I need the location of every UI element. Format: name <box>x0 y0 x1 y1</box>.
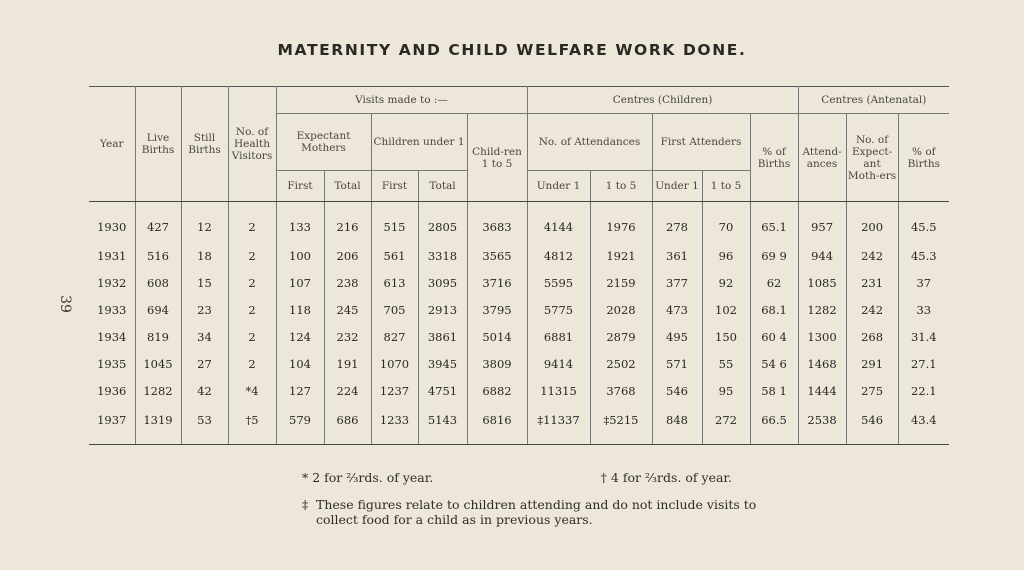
cell-expectant-first: 118 <box>276 296 324 323</box>
cell-first-attenders-1-to-5: 95 <box>702 377 750 404</box>
cell-attendances-1-to-5: ‡5215 <box>590 404 652 445</box>
cell-under1-first: 1233 <box>371 404 418 445</box>
cell-under1-total: 2805 <box>418 202 467 243</box>
col-attendances-1-to-5: 1 to 5 <box>590 171 652 202</box>
cell-pct-births-antenatal: 27.1 <box>898 350 949 377</box>
cell-live-births: 694 <box>135 296 181 323</box>
cell-still-births: 18 <box>181 242 228 269</box>
cell-expectant-total: 232 <box>324 323 371 350</box>
group-expectant-mothers: Expectant Mothers <box>276 114 371 171</box>
col-attendances-under-1: Under 1 <box>527 171 590 202</box>
cell-live-births: 819 <box>135 323 181 350</box>
cell-pct-births-antenatal: 22.1 <box>898 377 949 404</box>
cell-live-births: 516 <box>135 242 181 269</box>
cell-attendances-antenatal: 957 <box>798 202 846 243</box>
group-children-under-1: Children under 1 <box>371 114 467 171</box>
cell-attendances-1-to-5: 2879 <box>590 323 652 350</box>
cell-under1-total: 3861 <box>418 323 467 350</box>
footnote-double-dagger: These figures relate to children attending and do not include visits to collect food for a child as in previous years. <box>316 497 757 527</box>
col-expectant-total: Total <box>324 171 371 202</box>
cell-pct-births-children: 65.1 <box>750 202 798 243</box>
cell-health-visitors: 2 <box>228 202 276 243</box>
cell-expectant-mothers-count: 268 <box>846 323 898 350</box>
cell-expectant-total: 206 <box>324 242 371 269</box>
table-row <box>89 269 949 296</box>
cell-still-births: 27 <box>181 350 228 377</box>
cell-expectant-first: 133 <box>276 202 324 243</box>
cell-attendances-under-1: 9414 <box>527 350 590 377</box>
footnote-dagger: † 4 for ⅔rds. of year. <box>600 470 732 485</box>
cell-attendances-antenatal: 1468 <box>798 350 846 377</box>
cell-live-births: 1282 <box>135 377 181 404</box>
cell-expectant-mothers-count: 291 <box>846 350 898 377</box>
cell-still-births: 34 <box>181 323 228 350</box>
cell-pct-births-children: 62 <box>750 269 798 296</box>
cell-first-attenders-1-to-5: 150 <box>702 323 750 350</box>
cell-still-births: 53 <box>181 404 228 445</box>
cell-attendances-1-to-5: 2159 <box>590 269 652 296</box>
cell-still-births: 42 <box>181 377 228 404</box>
cell-pct-births-children: 69 9 <box>750 242 798 269</box>
cell-under1-first: 515 <box>371 202 418 243</box>
cell-first-attenders-under-1: 278 <box>652 202 702 243</box>
cell-under1-total: 2913 <box>418 296 467 323</box>
cell-attendances-under-1: 11315 <box>527 377 590 404</box>
cell-live-births: 427 <box>135 202 181 243</box>
cell-first-attenders-under-1: 848 <box>652 404 702 445</box>
cell-health-visitors: 2 <box>228 323 276 350</box>
cell-first-attenders-under-1: 473 <box>652 296 702 323</box>
col-under1-first: First <box>371 171 418 202</box>
cell-pct-births-children: 66.5 <box>750 404 798 445</box>
cell-attendances-antenatal: 1085 <box>798 269 846 296</box>
cell-first-attenders-1-to-5: 96 <box>702 242 750 269</box>
col-pct-births-antenatal: % of Births <box>898 114 949 202</box>
cell-pct-births-antenatal: 43.4 <box>898 404 949 445</box>
group-centres-antenatal: Centres (Antenatal) <box>798 87 949 114</box>
col-attendances-antenatal: Attend-ances <box>798 114 846 202</box>
table-row <box>89 404 949 445</box>
cell-under1-first: 613 <box>371 269 418 296</box>
cell-under1-total: 5143 <box>418 404 467 445</box>
cell-attendances-under-1: 5595 <box>527 269 590 296</box>
cell-expectant-first: 124 <box>276 323 324 350</box>
cell-first-attenders-1-to-5: 92 <box>702 269 750 296</box>
cell-expectant-total: 216 <box>324 202 371 243</box>
col-expectant-first: First <box>276 171 324 202</box>
cell-expectant-mothers-count: 275 <box>846 377 898 404</box>
col-pct-births-children: % of Births <box>750 114 798 202</box>
cell-pct-births-children: 54 6 <box>750 350 798 377</box>
cell-health-visitors: *4 <box>228 377 276 404</box>
group-first-attenders: First Attenders <box>652 114 750 171</box>
cell-year: 1937 <box>89 404 135 445</box>
cell-pct-births-antenatal: 45.3 <box>898 242 949 269</box>
cell-pct-births-antenatal: 33 <box>898 296 949 323</box>
cell-expectant-first: 107 <box>276 269 324 296</box>
cell-health-visitors: 2 <box>228 242 276 269</box>
cell-under1-first: 1237 <box>371 377 418 404</box>
cell-first-attenders-under-1: 546 <box>652 377 702 404</box>
cell-health-visitors: 2 <box>228 269 276 296</box>
cell-health-visitors: 2 <box>228 350 276 377</box>
cell-under1-first: 827 <box>371 323 418 350</box>
cell-expectant-total: 238 <box>324 269 371 296</box>
cell-attendances-under-1: ‡11337 <box>527 404 590 445</box>
cell-expectant-total: 686 <box>324 404 371 445</box>
cell-health-visitors: 2 <box>228 296 276 323</box>
cell-attendances-under-1: 6881 <box>527 323 590 350</box>
cell-expectant-total: 245 <box>324 296 371 323</box>
cell-children-1-to-5: 5014 <box>467 323 527 350</box>
col-year: Year <box>99 138 124 150</box>
col-children-1-to-5: Child-ren 1 to 5 <box>467 114 527 202</box>
footnote-star: * 2 for ⅔rds. of year. <box>302 470 434 485</box>
welfare-table-container <box>89 86 949 445</box>
cell-year: 1932 <box>97 275 127 290</box>
cell-under1-total: 3095 <box>418 269 467 296</box>
cell-pct-births-antenatal: 45.5 <box>898 202 949 243</box>
cell-attendances-antenatal: 2538 <box>798 404 846 445</box>
cell-live-births: 1045 <box>135 350 181 377</box>
welfare-table <box>89 86 949 445</box>
cell-first-attenders-1-to-5: 272 <box>702 404 750 445</box>
footnote-double-dagger-mark: ‡ <box>302 497 309 512</box>
cell-children-1-to-5: 6816 <box>467 404 527 445</box>
table-row <box>89 323 949 350</box>
cell-attendances-antenatal: 1300 <box>798 323 846 350</box>
cell-expectant-mothers-count: 200 <box>846 202 898 243</box>
cell-expectant-mothers-count: 546 <box>846 404 898 445</box>
cell-under1-total: 3318 <box>418 242 467 269</box>
cell-attendances-under-1: 5775 <box>527 296 590 323</box>
cell-attendances-antenatal: 1282 <box>798 296 846 323</box>
cell-attendances-under-1: 4812 <box>527 242 590 269</box>
cell-year: 1936 <box>97 383 127 398</box>
cell-expectant-first: 104 <box>276 350 324 377</box>
cell-under1-total: 4751 <box>418 377 467 404</box>
cell-year: 1934 <box>97 329 127 344</box>
cell-first-attenders-1-to-5: 55 <box>702 350 750 377</box>
group-visits-made-to: Visits made to :— <box>276 87 527 114</box>
cell-under1-total: 3945 <box>418 350 467 377</box>
cell-live-births: 1319 <box>135 404 181 445</box>
cell-first-attenders-under-1: 361 <box>652 242 702 269</box>
cell-still-births: 15 <box>181 269 228 296</box>
cell-children-1-to-5: 3716 <box>467 269 527 296</box>
cell-attendances-1-to-5: 2502 <box>590 350 652 377</box>
cell-children-1-to-5: 6882 <box>467 377 527 404</box>
cell-expectant-mothers-count: 231 <box>846 269 898 296</box>
cell-attendances-1-to-5: 2028 <box>590 296 652 323</box>
cell-expectant-mothers-count: 242 <box>846 296 898 323</box>
cell-pct-births-children: 58 1 <box>750 377 798 404</box>
cell-year: 1930 <box>97 220 127 234</box>
cell-still-births: 12 <box>181 202 228 243</box>
cell-pct-births-antenatal: 31.4 <box>898 323 949 350</box>
cell-first-attenders-1-to-5: 102 <box>702 296 750 323</box>
cell-children-1-to-5: 3809 <box>467 350 527 377</box>
table-row <box>89 202 949 243</box>
table-row <box>89 377 949 404</box>
table-row <box>89 296 949 323</box>
table-header <box>89 87 949 202</box>
table-row <box>89 350 949 377</box>
group-no-of-attendances: No. of Attendances <box>527 114 652 171</box>
cell-still-births: 23 <box>181 296 228 323</box>
cell-children-1-to-5: 3565 <box>467 242 527 269</box>
col-first-attenders-1-to-5: 1 to 5 <box>702 171 750 202</box>
cell-attendances-under-1: 4144 <box>527 202 590 243</box>
col-under1-total: Total <box>418 171 467 202</box>
cell-first-attenders-under-1: 571 <box>652 350 702 377</box>
col-still-births: Still Births <box>181 87 228 202</box>
cell-attendances-1-to-5: 1921 <box>590 242 652 269</box>
col-expectant-mothers-count: No. of Expect-ant Moth-ers <box>846 114 898 202</box>
cell-first-attenders-under-1: 377 <box>652 269 702 296</box>
cell-expectant-first: 579 <box>276 404 324 445</box>
col-health-visitors: No. of Health Visitors <box>228 87 276 202</box>
table-body <box>89 202 949 445</box>
cell-health-visitors: †5 <box>228 404 276 445</box>
cell-children-1-to-5: 3795 <box>467 296 527 323</box>
cell-under1-first: 1070 <box>371 350 418 377</box>
cell-first-attenders-under-1: 495 <box>652 323 702 350</box>
cell-children-1-to-5: 3683 <box>467 202 527 243</box>
cell-year: 1933 <box>97 302 127 317</box>
cell-under1-first: 705 <box>371 296 418 323</box>
cell-attendances-1-to-5: 3768 <box>590 377 652 404</box>
cell-expectant-mothers-count: 242 <box>846 242 898 269</box>
cell-attendances-antenatal: 944 <box>798 242 846 269</box>
cell-live-births: 608 <box>135 269 181 296</box>
cell-expectant-first: 127 <box>276 377 324 404</box>
col-first-attenders-under-1: Under 1 <box>652 171 702 202</box>
cell-first-attenders-1-to-5: 70 <box>702 202 750 243</box>
table-row <box>89 242 949 269</box>
cell-attendances-1-to-5: 1976 <box>590 202 652 243</box>
cell-expectant-first: 100 <box>276 242 324 269</box>
footnotes <box>302 470 772 527</box>
cell-pct-births-antenatal: 37 <box>898 269 949 296</box>
cell-attendances-antenatal: 1444 <box>798 377 846 404</box>
cell-expectant-total: 224 <box>324 377 371 404</box>
page-title: MATERNITY AND CHILD WELFARE WORK DONE. <box>277 41 747 59</box>
group-centres-children: Centres (Children) <box>527 87 798 114</box>
page-number: 39 <box>56 295 73 313</box>
cell-year: 1935 <box>97 356 127 371</box>
cell-pct-births-children: 68.1 <box>750 296 798 323</box>
col-live-births: Live Births <box>135 87 181 202</box>
cell-pct-births-children: 60 4 <box>750 323 798 350</box>
cell-expectant-total: 191 <box>324 350 371 377</box>
cell-under1-first: 561 <box>371 242 418 269</box>
cell-year: 1931 <box>97 248 127 263</box>
